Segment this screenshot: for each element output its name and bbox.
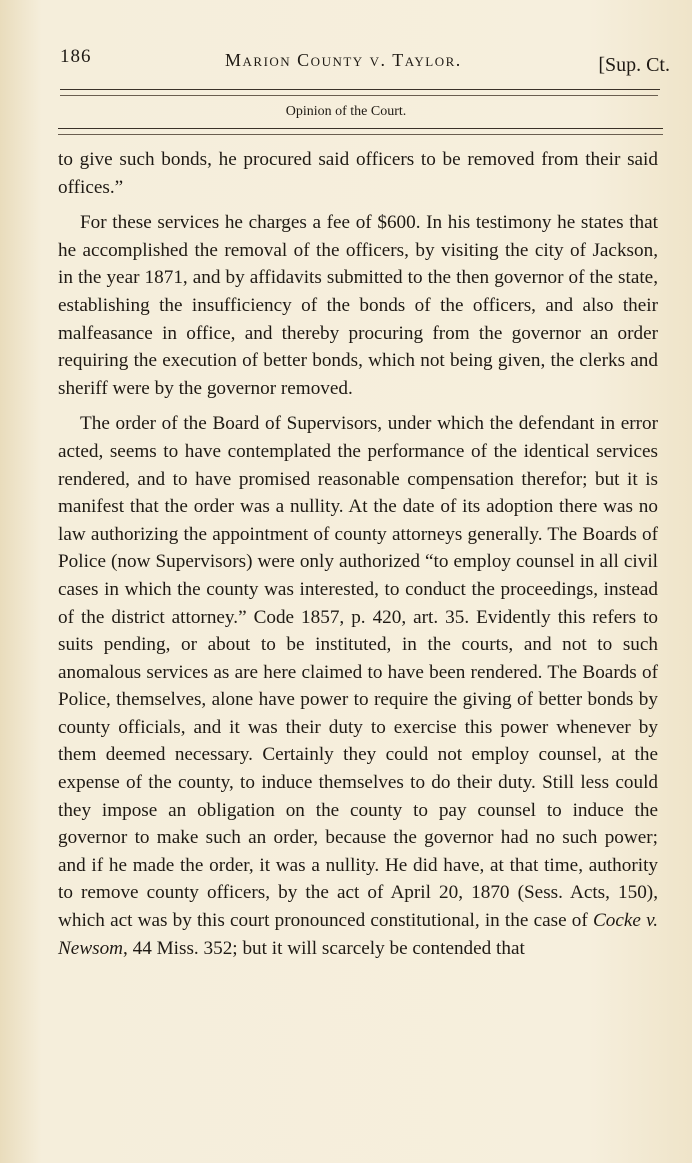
header-rule-top-thin: [60, 95, 658, 96]
section-rule-bottom-thin: [58, 134, 663, 135]
section-rule-bottom: [58, 128, 663, 129]
header-rule-top: [60, 89, 660, 90]
case-citation-name: Cocke v. Newsom: [58, 910, 658, 959]
section-heading: Opinion of the Court.: [285, 104, 407, 119]
court-label: [Sup. Ct.: [598, 54, 670, 76]
opinion-body: [58, 146, 658, 962]
case-citation-rest: , 44 Miss. 352; but it will scarcely be contended that: [123, 937, 525, 959]
running-head: [60, 44, 670, 80]
paragraph-continued: to give such bonds, he procured said officers to be removed from their said offices.”: [58, 149, 658, 198]
case-title: Marion County v. Taylor.: [225, 50, 462, 70]
page-number: 186: [60, 46, 92, 67]
paragraph-order: [58, 410, 658, 962]
paragraph-fee: For these services he charges a fee of $600. In his testimony he states that he accomplished the removal of the officers, by visiting the city of Jackson, in the year 1871, and by affidavits submitted to the then governor of the state, establishing the insufficiency of the bonds of the officers, and also their malfeasance in office, and thereby procuring from the governor an order requiring the execution of better bonds, which not being given, the clerks and sheriff were by the governor removed.: [58, 212, 658, 399]
paragraph-order-text: The order of the Board of Supervisors, under which the defendant in error acted, seems to have contemplated the performance of the identical services rendered, and to have promised reasonable compensation therefor; but it is manifest that the order was a nullity. At the date of its adoption there was no law authorizing the appointment of county attorneys generally. The Boards of Police (now Supervisors) were only authorized “to employ counsel in all civil cases in which the county was interested, to conduct the proceedings, instead of the district attorney.” Code 1857, p. 420, art. 35. Evidently this refers to suits pending, or about to be instituted, in the courts, and not to such anomalous services as are here claimed to have been rendered. The Boards of Police, themselves, alone have power to require the giving of better bonds by county officials, and it was their duty to exercise this power whenever by them deemed necessary. Certainly they could not employ counsel, at the expense of the county, to induce themselves to do their duty. Still less could they impose an obligation on the county to pay counsel to induce the governor to make such an order, because the governor had no such power; and if he made the order, it was a nullity. He did have, at that time, authority to remove county officers, by the act of April 20, 1870 (Sess. Acts, 150), which act was by this court pronounced constitutional, in the case of: [58, 413, 658, 932]
